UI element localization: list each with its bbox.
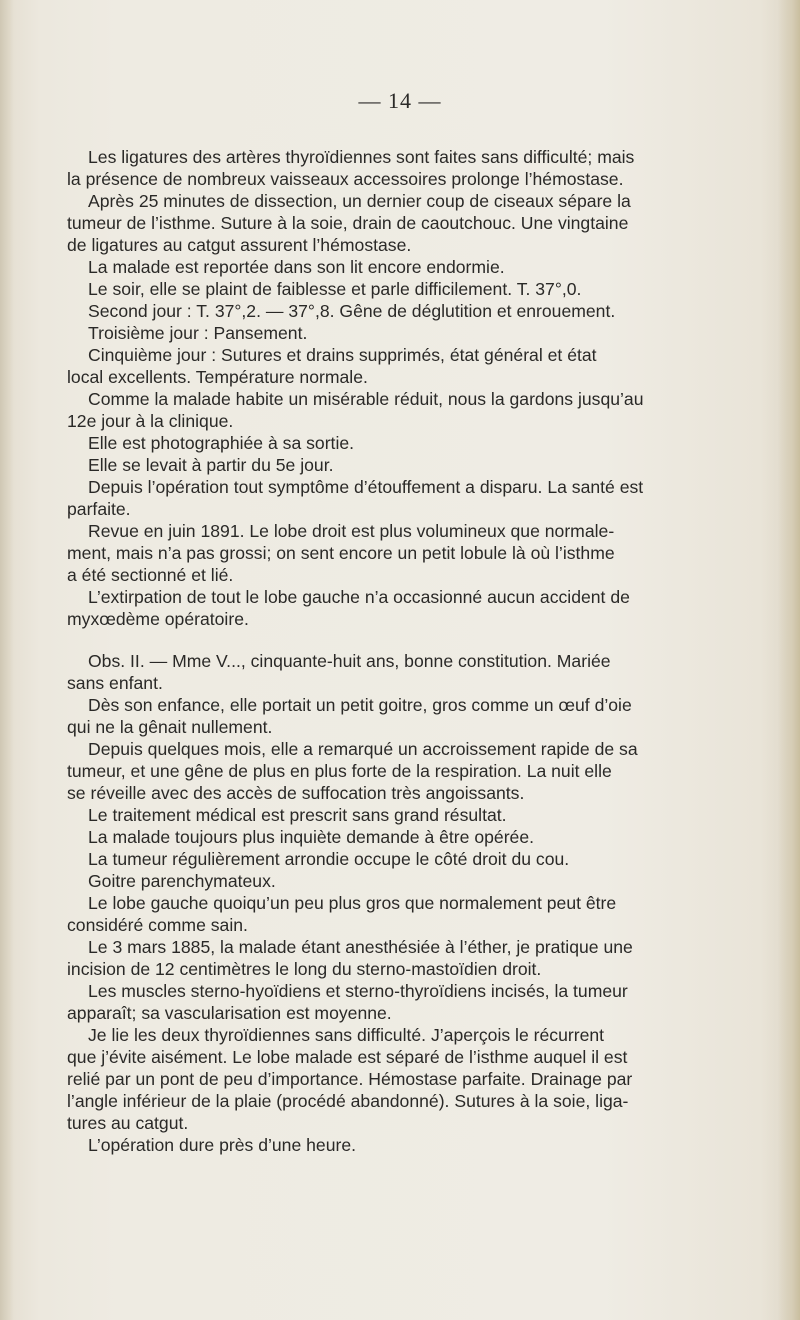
- text-line: L’extirpation de tout le lobe gauche n’a occasionné aucun accident de: [88, 587, 630, 607]
- text-line: qui ne la gênait nullement.: [67, 717, 273, 737]
- text-line: Revue en juin 1891. Le lobe droit est plus volumineux que normale-: [88, 521, 615, 541]
- text-line: relié par un pont de peu d’importance. Hémostase parfaite. Drainage par: [67, 1069, 633, 1089]
- text-line: ment, mais n’a pas grossi; on sent encore un petit lobule là où l’isthme: [67, 543, 615, 563]
- text-line: a été sectionné et lié.: [67, 565, 234, 585]
- text-line: tures au catgut.: [67, 1113, 189, 1133]
- text-line: Le soir, elle se plaint de faiblesse et parle difficilement. T. 37°,0.: [88, 279, 582, 299]
- text-line: Les muscles sterno-hyoïdiens et sterno-thyroïdiens incisés, la tumeur: [88, 981, 628, 1001]
- text-line: myxœdème opératoire.: [67, 609, 249, 629]
- text-line: La tumeur régulièrement arrondie occupe le côté droit du cou.: [88, 849, 570, 869]
- text-line: Dès son enfance, elle portait un petit goitre, gros comme un œuf d’oie: [88, 695, 632, 715]
- text-line: de ligatures au catgut assurent l’hémostase.: [67, 235, 412, 255]
- text-line: parfaite.: [67, 499, 131, 519]
- text-line: la présence de nombreux vaisseaux accessoires prolonge l’hémostase.: [67, 169, 624, 189]
- text-line: se réveille avec des accès de suffocation très angoissants.: [67, 783, 525, 803]
- text-line: tumeur de l’isthme. Suture à la soie, drain de caoutchouc. Une vingtaine: [67, 213, 629, 233]
- text-line: Je lie les deux thyroïdiennes sans difficulté. J’aperçois le récurrent: [88, 1025, 605, 1045]
- text-line: Goitre parenchymateux.: [88, 871, 276, 891]
- text-line: sans enfant.: [67, 673, 163, 693]
- text-line: La malade toujours plus inquiète demande à être opérée.: [88, 827, 535, 847]
- page-number: — 14 —: [358, 88, 442, 113]
- page-right-edge: [778, 0, 800, 1320]
- text-line: tumeur, et une gêne de plus en plus forte de la respiration. La nuit elle: [67, 761, 612, 781]
- text-line: Elle se levait à partir du 5e jour.: [88, 455, 334, 475]
- text-line: L’opération dure près d’une heure.: [88, 1135, 357, 1155]
- text-line: que j’évite aisément. Le lobe malade est séparé de l’isthme auquel il est: [67, 1047, 628, 1067]
- text-line: apparaît; sa vascularisation est moyenne.: [67, 1003, 392, 1023]
- text-line: l’angle inférieur de la plaie (procédé abandonné). Sutures à la soie, liga-: [67, 1091, 629, 1111]
- text-line: Après 25 minutes de dissection, un dernier coup de ciseaux sépare la: [88, 191, 631, 211]
- text-line: Le 3 mars 1885, la malade étant anesthésiée à l’éther, je pratique une: [88, 937, 633, 957]
- text-line: 12e jour à la clinique.: [67, 411, 234, 431]
- text-line: Troisième jour : Pansement.: [88, 323, 308, 343]
- text-line: Comme la malade habite un misérable réduit, nous la gardons jusqu’au: [88, 389, 644, 409]
- text-line: considéré comme sain.: [67, 915, 248, 935]
- text-line: Cinquième jour : Sutures et drains supprimés, état général et état: [88, 345, 597, 365]
- text-line: La malade est reportée dans son lit encore endormie.: [88, 257, 505, 277]
- text-line: Second jour : T. 37°,2. — 37°,8. Gêne de déglutition et enrouement.: [88, 301, 616, 321]
- observation-heading: Obs. II. — Mme V..., cinquante-huit ans, bonne constitution. Mariée: [88, 651, 611, 671]
- text-line: Depuis l’opération tout symptôme d’étouffement a disparu. La santé est: [88, 477, 644, 497]
- text-line: local excellents. Température normale.: [67, 367, 368, 387]
- text-line: Le traitement médical est prescrit sans grand résultat.: [88, 805, 507, 825]
- text-line: Elle est photographiée à sa sortie.: [88, 433, 355, 453]
- text-line: Depuis quelques mois, elle a remarqué un accroissement rapide de sa: [88, 739, 638, 759]
- text-line: incision de 12 centimètres le long du sterno-mastoïdien droit.: [67, 959, 542, 979]
- page-binding-edge: [0, 0, 14, 1320]
- text-line: Les ligatures des artères thyroïdiennes sont faites sans difficulté; mais: [88, 147, 635, 167]
- text-line: Le lobe gauche quoiqu’un peu plus gros que normalement peut être: [88, 893, 617, 913]
